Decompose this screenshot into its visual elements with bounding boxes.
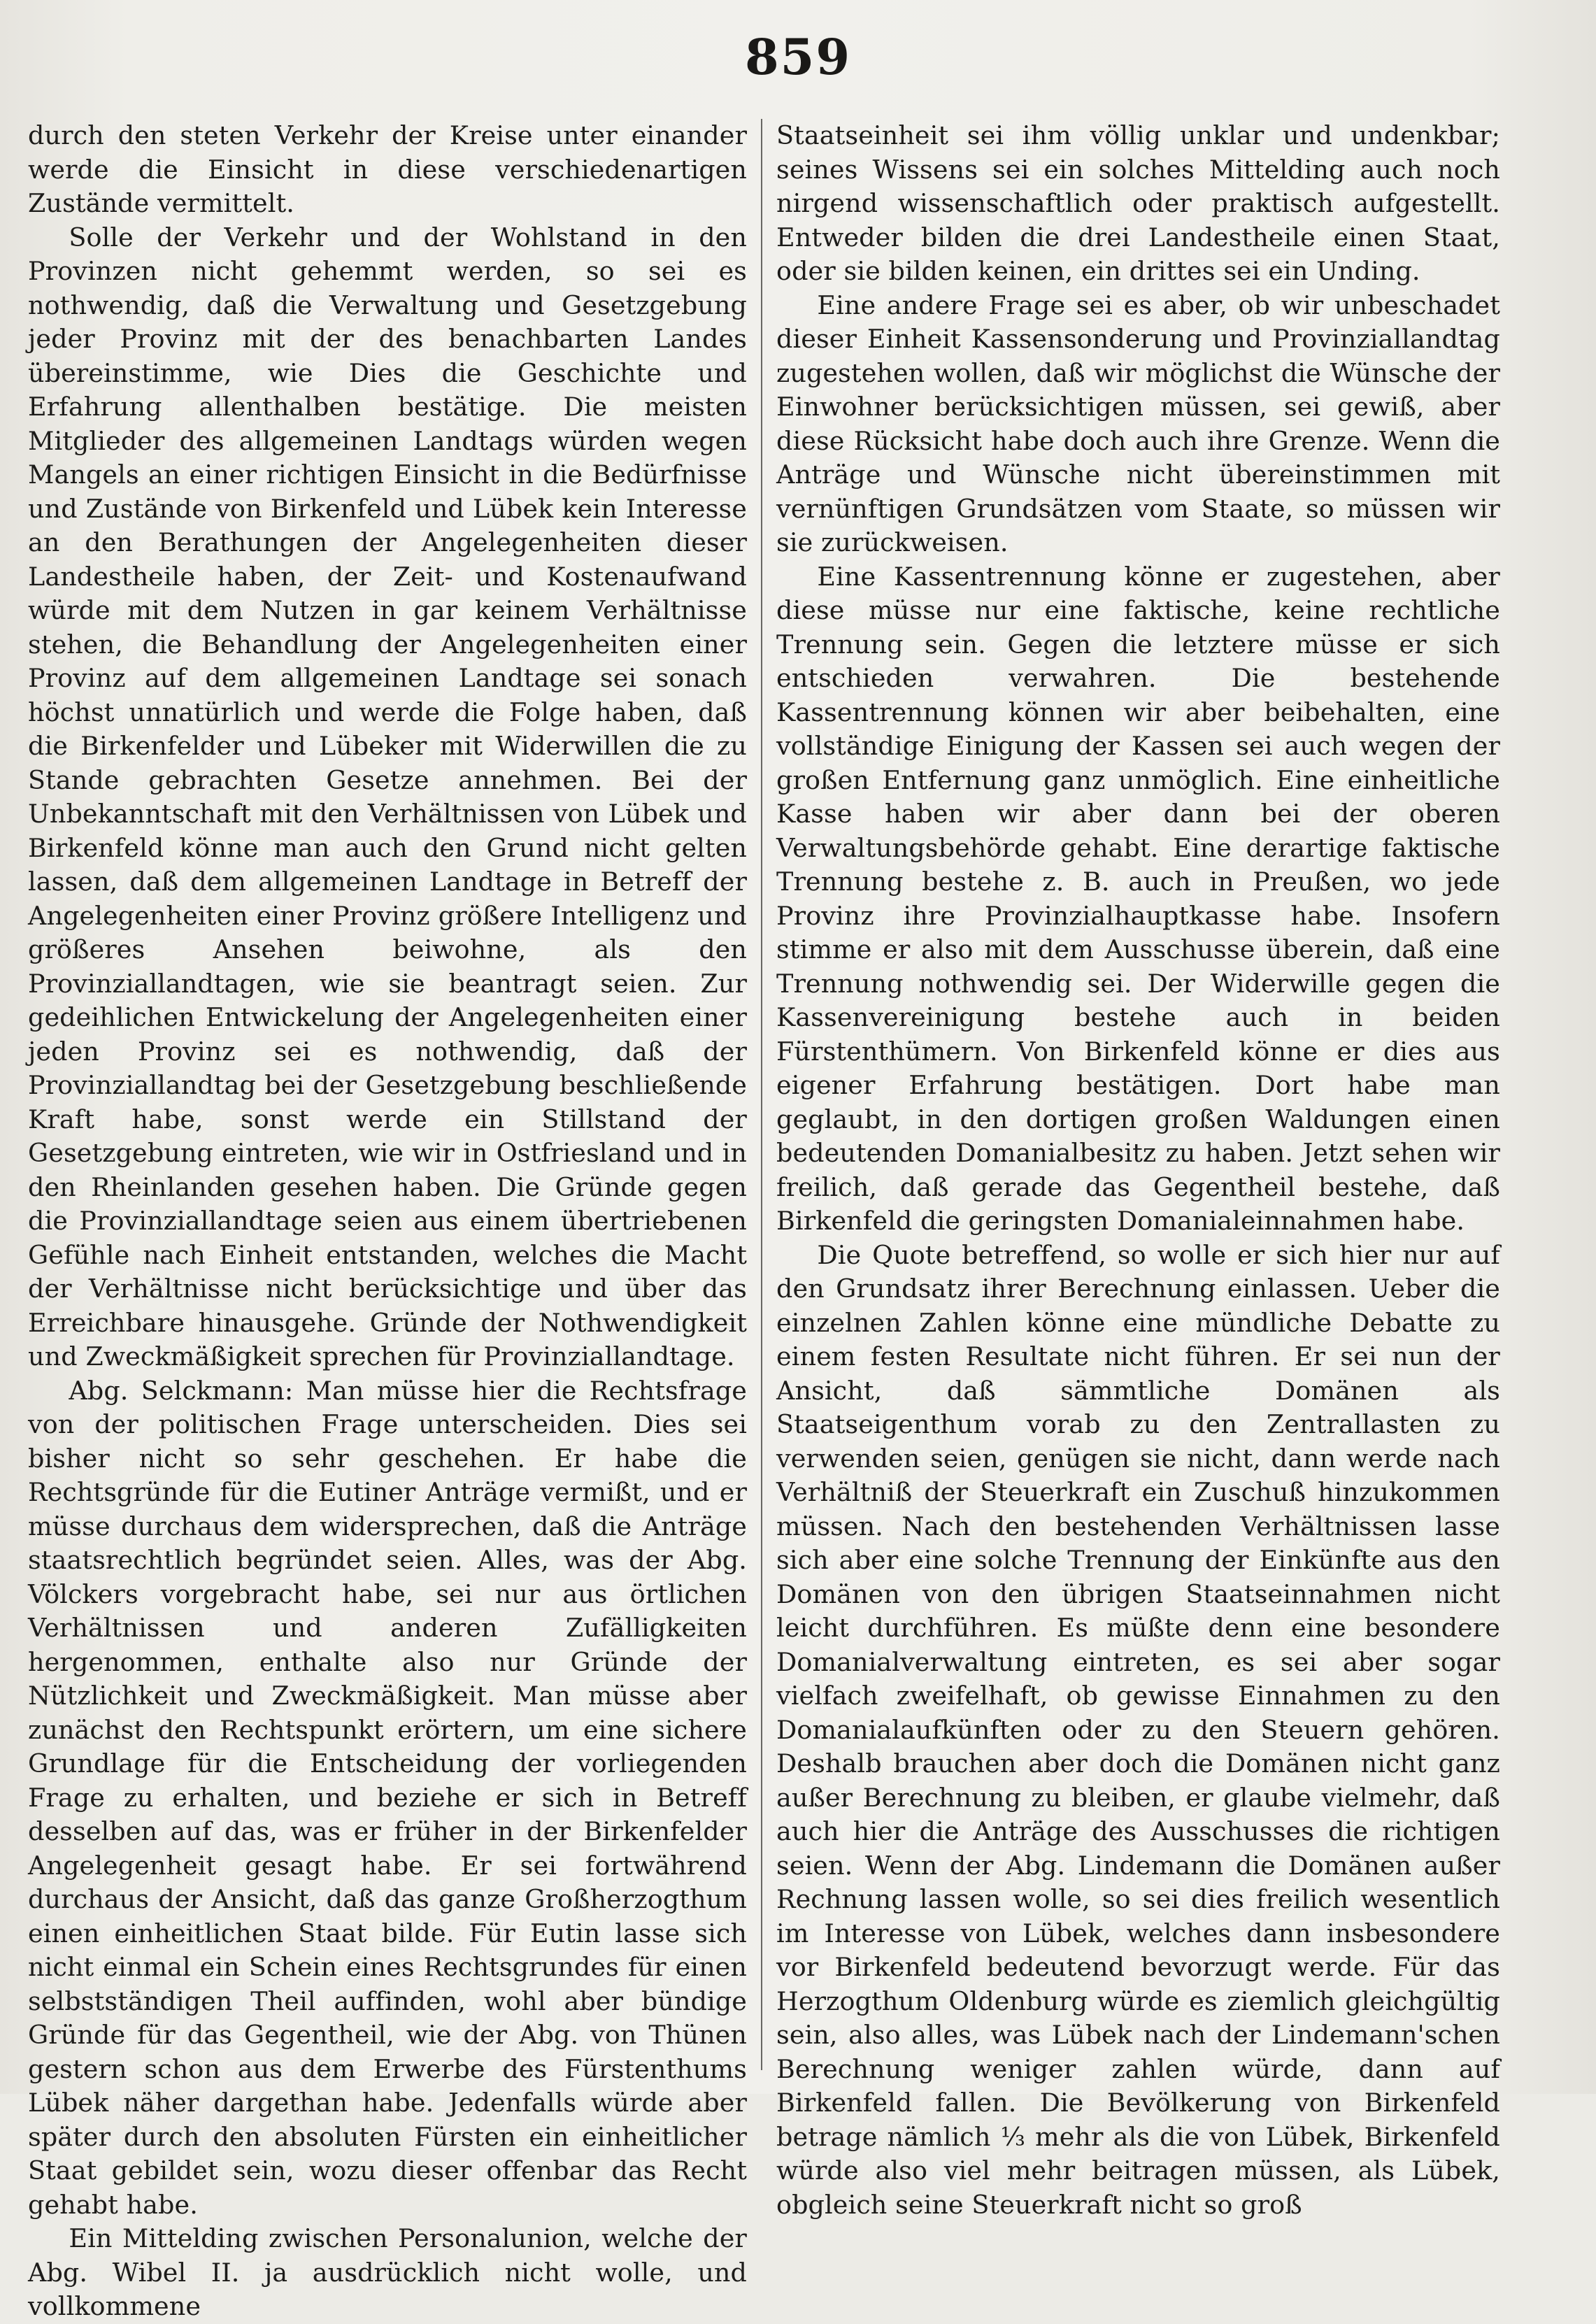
paragraph: Eine Kassentrennung könne er zugestehen, aber diese müsse nur eine faktische, keine rechtliche Trennung sein. Gegen die letztere müsse er sich entschieden verwahren. Die bestehende Kassentrennung können wir aber beibehalten, eine vollständige Einigung der Kassen sei auch wegen der großen Entfernung ganz unmöglich. Eine einheitliche Kasse haben wir aber dann bei der oberen Verwaltungsbehörde gehabt. Eine derartige faktische Trennung bestehe z. B. auch in Preußen, wo jede Provinz ihre Provinzialhauptkasse habe. Insofern stimme er also mit dem Ausschusse überein, daß eine Trennung nothwendig sei. Der Widerwille gegen die Kassenvereinigung bestehe auch in beiden Fürstenthümern. Von Birkenfeld könne er dies aus eigener Erfahrung bestätigen. Dort habe man geglaubt, in den dortigen großen Waldungen einen bedeutenden Domanialbesitz zu haben. Jetzt sehen wir freilich, daß gerade das Gegentheil bestehe, daß Birkenfeld die geringsten Domanialeinnahmen habe. [776,561,1500,1236]
left-column [28,119,747,2324]
paragraph: Staatseinheit sei ihm völlig unklar und undenkbar; seines Wissens sei ein solches Mittelding auch noch nirgend wissenschaftlich oder praktisch aufgestellt. Entweder bilden die drei Landestheile einen Staat, oder sie bilden keinen, ein drittes sei ein Unding. [776,120,1500,286]
right-column [776,119,1500,2222]
page-number: 859 [744,28,852,86]
column-divider [761,119,762,2070]
paragraph: Die Quote betreffend, so wolle er sich hier nur auf den Grundsatz ihrer Berechnung einlassen. Ueber die einzelnen Zahlen könne eine mündliche Debatte zu einem festen Resultate nicht führen. Er sei nun der Ansicht, daß sämmtliche Domänen als Staatseigenthum vorab zu den Zentrallasten zu verwenden seien, genügen sie nicht, dann werde nach Verhältniß der Steuerkraft ein Zuschuß hinzukommen müssen. Nach den bestehenden Verhältnissen lasse sich aber eine solche Trennung der Einkünfte aus den Domänen von den übrigen Staatseinnahmen nicht leicht durchführen. Es müßte denn eine besondere Domanialverwaltung eintreten, es sei aber sogar vielfach zweifelhaft, ob gewisse Einnahmen zu den Domanialaufkünften oder zu den Steuern gehören. Deshalb brauchen aber doch die Domänen nicht ganz außer Berechnung zu bleiben, er glaube vielmehr, daß auch hier die Anträge des Ausschusses die richtigen seien. Wenn der Abg. Lindemann die Domänen außer Rechnung lassen wolle, so sei dies freilich wesentlich im Interesse von Lübek, welches dann insbesondere vor Birkenfeld bedeutend bevorzugt werde. Für das Herzogthum Oldenburg würde es ziemlich gleichgültig sein, also alles, was Lübek nach der Lindemann'schen Berechnung weniger zahlen würde, dann auf Birkenfeld fallen. Die Bevölkerung von Birkenfeld betrage nämlich ⅓ mehr als die von Lübek, Birkenfeld würde also viel mehr beitragen müssen, als Lübek, obgleich seine Steuerkraft nicht so groß [776,1239,1500,2220]
paragraph: Ein Mittelding zwischen Personalunion, welche der Abg. Wibel II. ja ausdrücklich nicht wolle, und vollkommene [28,2223,747,2321]
paragraph: Abg. Selckmann: Man müsse hier die Rechtsfrage von der politischen Frage unterscheiden. Dies sei bisher nicht so sehr geschehen. Er habe die Rechtsgründe für die Eutiner Anträge vermißt, und er müsse durchaus dem widersprechen, daß die Anträge staatsrechtlich begründet seien. Alles, was der Abg. Völckers vorgebracht habe, sei nur aus örtlichen Verhältnissen und anderen Zufälligkeiten hergenommen, enthalte also nur Gründe der Nützlichkeit und Zweckmäßigkeit. Man müsse aber zunächst den Rechtspunkt erörtern, um eine sichere Grundlage für die Entscheidung der vorliegenden Frage zu erhalten, und beziehe er sich in Betreff desselben auf das, was er früher in der Birkenfelder Angelegenheit gesagt habe. Er sei fortwährend durchaus der Ansicht, daß das ganze Großherzogthum einen einheitlichen Staat bilde. Für Eutin lasse sich nicht einmal ein Schein eines Rechtsgrundes für einen selbstständigen Theil auffinden, wohl aber bündige Gründe für das Gegentheil, wie der Abg. von Thünen gestern schon aus dem Erwerbe des Fürstenthums Lübek näher dargethan habe. Jedenfalls würde aber später durch den absoluten Fürsten ein einheitlicher Staat gebildet sein, wozu dieser offenbar das Recht gehabt habe. [28,1375,747,2220]
paragraph: Eine andere Frage sei es aber, ob wir unbeschadet dieser Einheit Kassensonderung und Provinziallandtag zugestehen wollen, daß wir möglichst die Wünsche der Einwohner berücksichtigen müssen, sei gewiß, aber diese Rücksicht habe doch auch ihre Grenze. Wenn die Anträge und Wünsche nicht übereinstimmen mit vernünftigen Grundsätzen vom Staate, so müssen wir sie zurückweisen. [776,290,1500,557]
paragraph: durch den steten Verkehr der Kreise unter einander werde die Einsicht in diese verschiedenartigen Zustände vermittelt. [28,120,747,218]
paragraph: Solle der Verkehr und der Wohlstand in den Provinzen nicht gehemmt werden, so sei es nothwendig, daß die Verwaltung und Gesetzgebung jeder Provinz mit der des benachbarten Landes übereinstimme, wie Dies die Geschichte und Erfahrung allenthalben bestätige. Die meisten Mitglieder des allgemeinen Landtags würden wegen Mangels an einer richtigen Einsicht in die Bedürfnisse und Zustände von Birkenfeld und Lübek kein Interesse an den Berathungen der Angelegenheiten dieser Landestheile haben, der Zeit- und Kostenaufwand würde mit dem Nutzen in gar keinem Verhältnisse stehen, die Behandlung der Angelegenheiten einer Provinz auf dem allgemeinen Landtage sei sonach höchst unnatürlich und werde die Folge haben, daß die Birkenfelder und Lübeker mit Widerwillen die zu Stande gebrachten Gesetze annehmen. Bei der Unbekanntschaft mit den Verhältnissen von Lübek und Birkenfeld könne man auch den Grund nicht gelten lassen, daß dem allgemeinen Landtage in Betreff der Angelegenheiten einer Provinz größere Intelligenz und größeres Ansehen beiwohne, als den Provinziallandtagen, wie sie beantragt seien. Zur gedeihlichen Entwickelung der Angelegenheiten einer jeden Provinz sei es nothwendig, daß der Provinziallandtag bei der Gesetzgebung beschließende Kraft habe, sonst werde ein Stillstand der Gesetzgebung eintreten, wie wir in Ostfriesland und in den Rheinlanden gesehen haben. Die Gründe gegen die Provinziallandtage seien aus einem übertriebenen Gefühle nach Einheit entstanden, welches die Macht der Verhältnisse nicht berücksichtige und über das Erreichbare hinausgehe. Gründe der Nothwendigkeit und Zweckmäßigkeit sprechen für Provinziallandtage. [28,222,747,1371]
